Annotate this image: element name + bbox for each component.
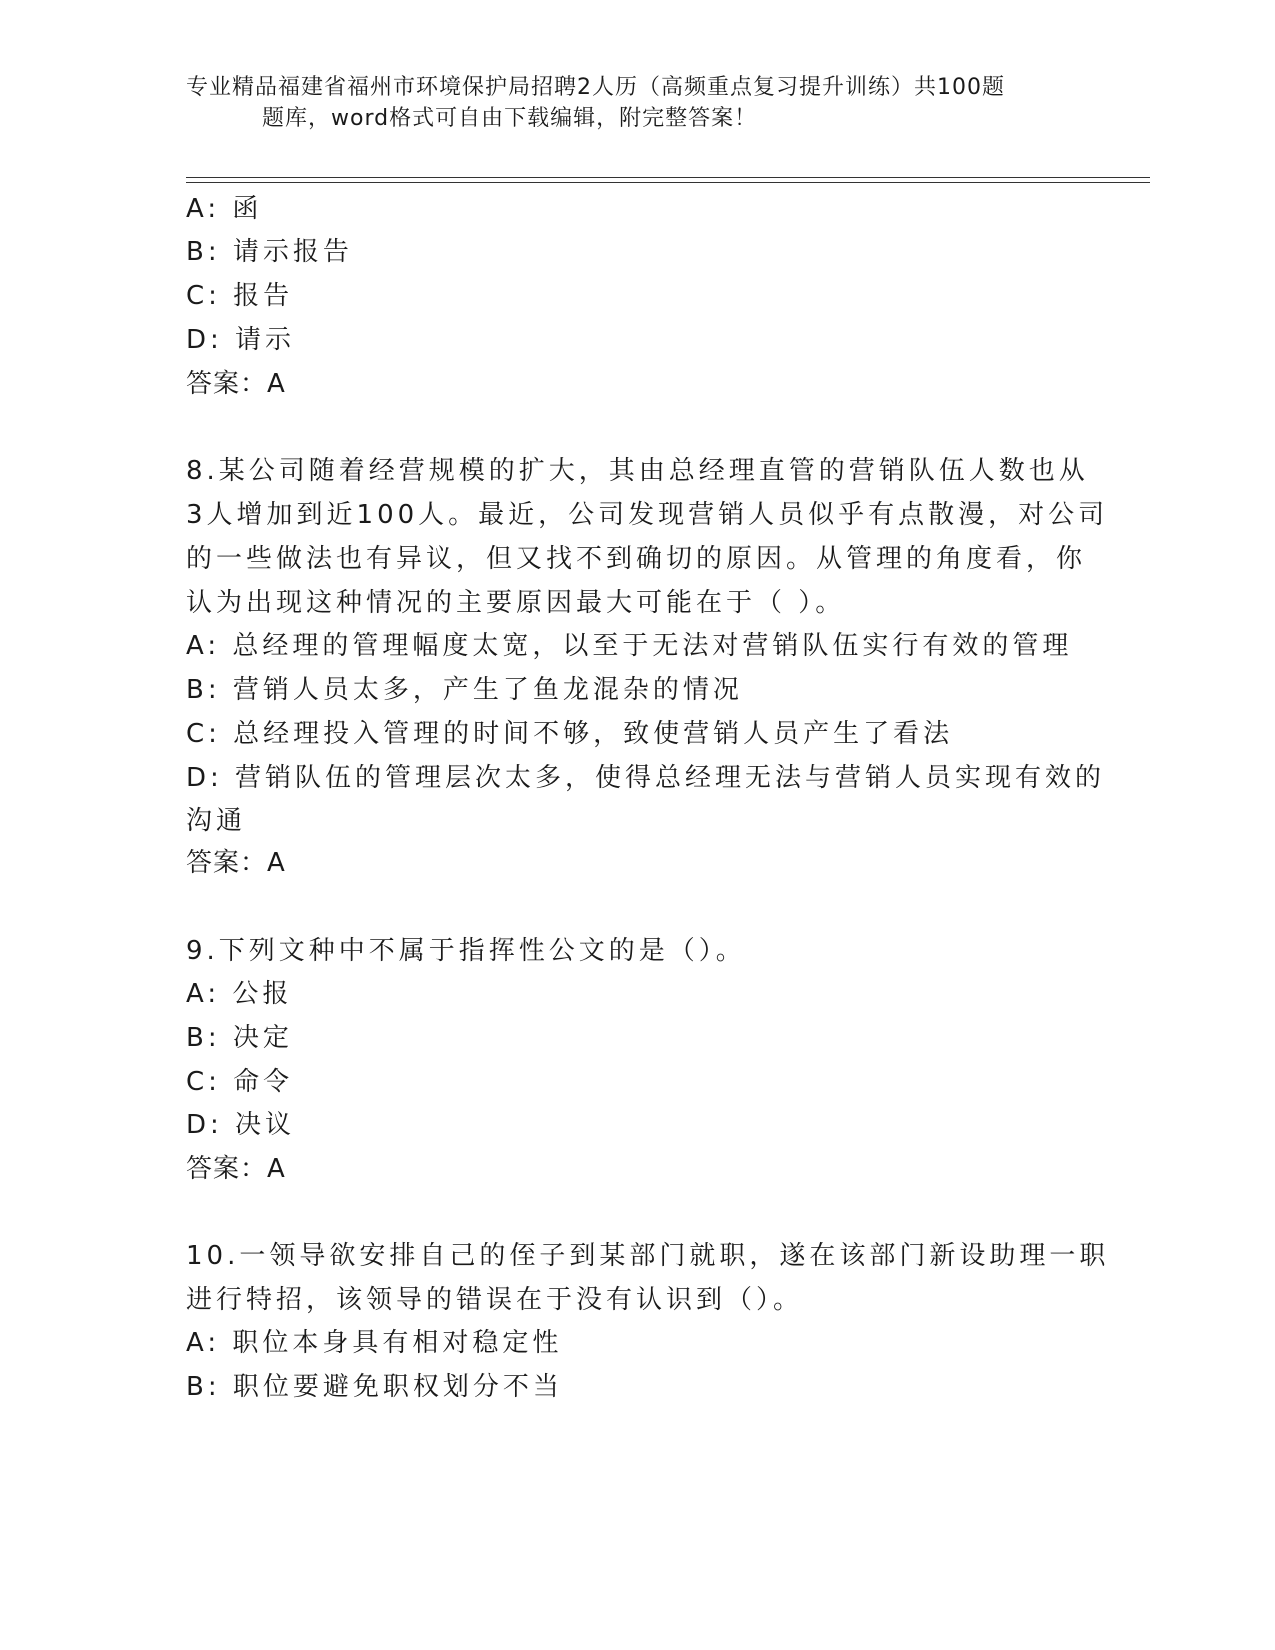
q8-option-a: A: 总经理的管理幅度太宽，以至于无法对营销队伍实行有效的管理 bbox=[186, 631, 1073, 661]
q10-option-a: A: 职位本身具有相对稳定性 bbox=[186, 1328, 563, 1358]
q8-answer: 答案：A bbox=[186, 848, 286, 878]
q9-option-c: C: 命令 bbox=[186, 1067, 294, 1097]
q10-option-b: B: 职位要避免职权划分不当 bbox=[186, 1372, 563, 1402]
q7-option-c: C: 报告 bbox=[186, 281, 294, 311]
q8-stem-line-1: 8.某公司随着经营规模的扩大，其由总经理直管的营销队伍人数也从 bbox=[186, 456, 1089, 486]
q9-stem: 9.下列文种中不属于指挥性公文的是（）。 bbox=[186, 936, 746, 966]
header-rule-top bbox=[186, 177, 1150, 178]
q10-stem-line-2: 进行特招，该领导的错误在于没有认识到（）。 bbox=[186, 1285, 804, 1315]
header-title-line-1: 专业精品福建省福州市环境保护局招聘2人历（高频重点复习提升训练）共100题 bbox=[186, 75, 1005, 100]
q8-option-d: D: 营销队伍的管理层次太多，使得总经理无法与营销人员实现有效的 bbox=[186, 763, 1106, 793]
q8-option-d-continued: 沟通 bbox=[186, 806, 247, 836]
q8-stem-line-3: 的一些做法也有异议，但又找不到确切的原因。从管理的角度看，你 bbox=[186, 544, 1087, 574]
q7-option-b: B: 请示报告 bbox=[186, 237, 353, 267]
q10-stem-line-1: 10.一领导欲安排自己的侄子到某部门就职，遂在该部门新设助理一职 bbox=[186, 1241, 1110, 1271]
q8-option-b: B: 营销人员太多，产生了鱼龙混杂的情况 bbox=[186, 675, 743, 705]
document-header bbox=[186, 72, 1086, 134]
q7-option-a: A: 函 bbox=[186, 194, 263, 224]
q9-option-d: D: 决议 bbox=[186, 1110, 296, 1140]
q9-option-b: B: 决定 bbox=[186, 1023, 293, 1053]
q7-answer: 答案：A bbox=[186, 369, 286, 399]
q8-stem-line-4: 认为出现这种情况的主要原因最大可能在于（ ）。 bbox=[186, 588, 846, 618]
q7-option-d: D: 请示 bbox=[186, 325, 296, 355]
q9-option-a: A: 公报 bbox=[186, 979, 293, 1009]
header-title-line-2: 题库，word格式可自由下载编辑，附完整答案！ bbox=[262, 106, 758, 131]
q8-option-c: C: 总经理投入管理的时间不够，致使营销人员产生了看法 bbox=[186, 719, 954, 749]
q8-stem-line-2: 3人增加到近100人。最近，公司发现营销人员似乎有点散漫，对公司 bbox=[186, 500, 1109, 530]
header-rule-bottom bbox=[186, 182, 1150, 183]
q9-answer: 答案：A bbox=[186, 1154, 286, 1184]
